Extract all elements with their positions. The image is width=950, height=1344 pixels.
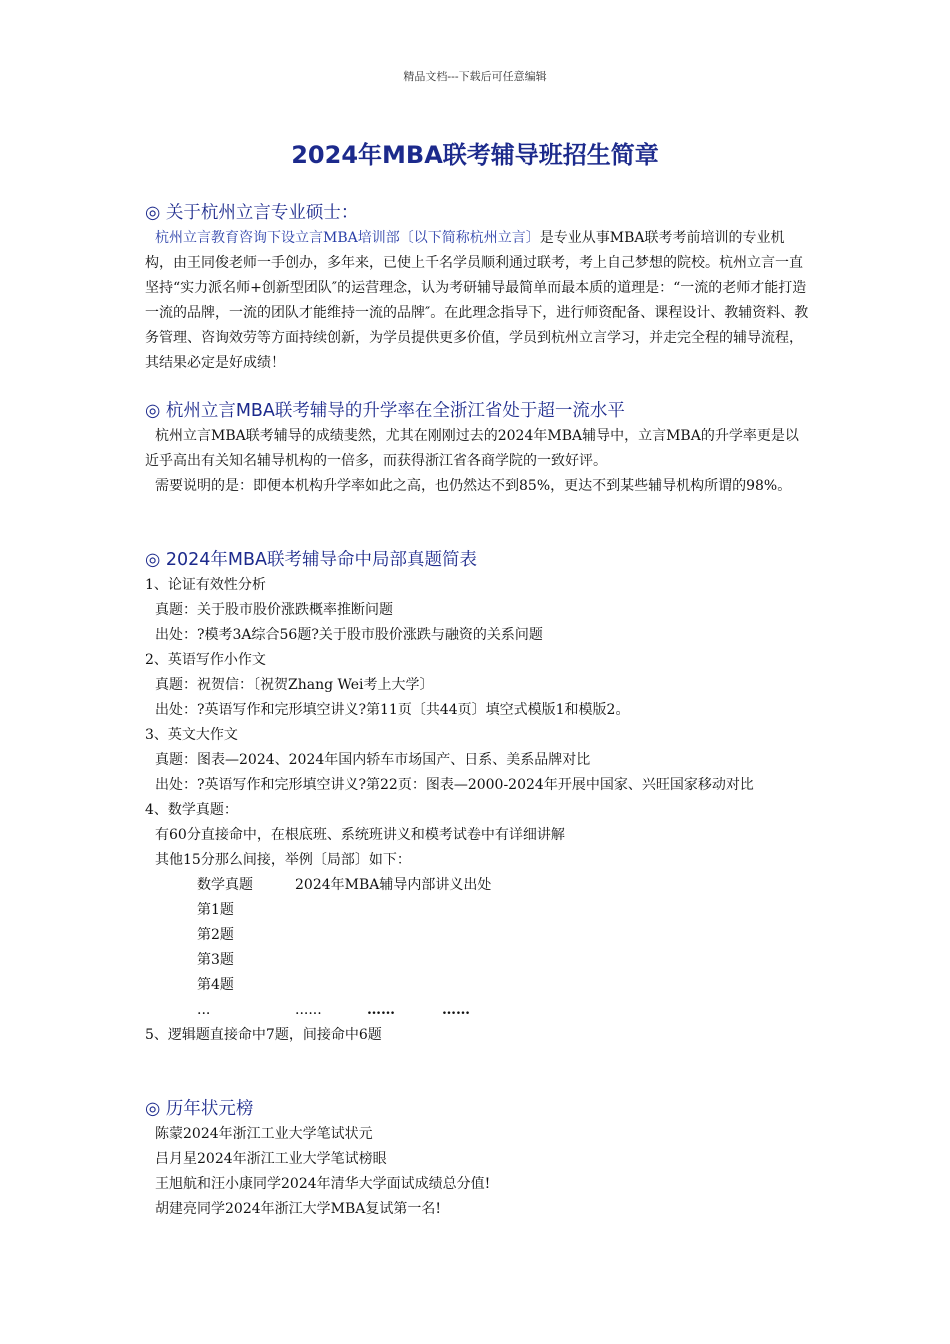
champion-line: 吕月星2024年浙江工业大学笔试榜眼	[155, 1151, 387, 1167]
item2-source: 出处：?英语写作和完形填空讲义?第11页〔共44页〕填空式模版1和模版2。	[155, 702, 630, 718]
champion-line: 陈蒙2024年浙江工业大学笔试状元	[155, 1126, 373, 1142]
page-title: 2024年MBA联考辅导班招生简章	[291, 141, 659, 169]
rate-heading: ◎ 杭州立言MBA联考辅导的升学率在全浙江省处于超一流水平	[145, 401, 625, 421]
math-table-header-b: 2024年MBA辅导内部讲义出处	[295, 877, 492, 893]
champions-heading: ◎ 历年状元榜	[145, 1099, 254, 1119]
item2-title: 2、英语写作小作文	[145, 652, 266, 668]
rate-section	[145, 398, 810, 499]
item4-line-2: 其他15分那么间接，举例〔局部〕如下：	[155, 852, 411, 868]
about-paragraph	[145, 226, 810, 376]
math-table-cell: 第3题	[197, 952, 234, 968]
item4-line-1: 有60分直接命中，在根底班、系统班讲义和模考试卷中有详细讲解	[155, 827, 565, 843]
champions-section	[145, 1096, 810, 1222]
about-section	[145, 200, 810, 376]
top-note: 精品文档---下载后可任意编辑	[403, 70, 547, 83]
item3-question: 真题：图表—2024、2024年国内轿车市场国产、日系、美系品牌对比	[155, 752, 591, 768]
ellipsis-d: ……	[442, 1002, 470, 1018]
about-lead: 杭州立言教育咨询下设立言MBA培训部〔以下简称杭州立言〕	[155, 230, 540, 246]
item5: 5、逻辑题直接命中7题，间接命中6题	[145, 1027, 382, 1043]
item2-question: 真题：祝贺信：〔祝贺Zhang Wei考上大学〕	[155, 677, 434, 693]
item1-source: 出处：?模考3A综合56题?关于股市股价涨跌与融资的关系问题	[155, 627, 543, 643]
hits-section	[145, 547, 810, 1048]
math-table-cell: 第1题	[197, 902, 234, 918]
rate-paragraph-1: 杭州立言MBA联考辅导的成绩斐然，尤其在刚刚过去的2024年MBA辅导中，立言MBA的升学率更是以近乎高出有关知名辅导机构的一倍多，而获得浙江省各商学院的一致好评。	[145, 428, 799, 469]
rate-paragraph-2: 需要说明的是：即便本机构升学率如此之高，也仍然达不到85%，更达不到某些辅导机构所谓的98%。	[155, 478, 792, 494]
item1-title: 1、论证有效性分析	[145, 577, 266, 593]
about-body: 是专业从事MBA联考考前培训的专业机构，由王同俊老师一手创办，多年来，已使上千名学员顺利通过联考，考上自己梦想的院校。杭州立言一直坚持“实力派名师+创新型团队″的运营理念，认为考研辅导最简单而最本质的道理是：“一流的老师才能打造一流的品牌，一流的团队才能维持一流的品牌″。在此理念指导下，进行师资配备、课程设计、教辅资料、教务管理、咨询效劳等方面持续创新，为学员提供更多价值，学员到杭州立言学习，并走完全程的辅导流程，其结果必定是好成绩！	[145, 230, 809, 371]
math-table-row	[145, 898, 810, 923]
math-table-ellipsis-row	[145, 998, 810, 1023]
ellipsis-c: ……	[367, 1002, 395, 1018]
math-table	[145, 873, 810, 1023]
about-heading: ◎ 关于杭州立言专业硕士：	[145, 203, 359, 223]
ellipsis-a: ...	[197, 1002, 211, 1018]
math-table-row	[145, 948, 810, 973]
champion-line: 胡建亮同学2024年浙江大学MBA复试第一名!	[155, 1201, 441, 1217]
math-table-cell: 第4题	[197, 977, 234, 993]
item4-title: 4、数学真题：	[145, 802, 238, 818]
champion-line: 王旭航和汪小康同学2024年清华大学面试成绩总分值!	[155, 1176, 491, 1192]
math-table-header	[145, 873, 810, 898]
math-table-header-a: 数学真题	[197, 877, 253, 893]
item3-source: 出处：?英语写作和完形填空讲义?第22页：图表—2000-2024年开展中国家、兴旺国家移动对比	[155, 777, 754, 793]
math-table-row	[145, 973, 810, 998]
item1-question: 真题：关于股市股价涨跌概率推断问题	[155, 602, 393, 618]
math-table-row	[145, 923, 810, 948]
ellipsis-b: ......	[295, 1002, 322, 1018]
item3-title: 3、英文大作文	[145, 727, 238, 743]
hits-heading: ◎ 2024年MBA联考辅导命中局部真题简表	[145, 550, 477, 570]
math-table-cell: 第2题	[197, 927, 234, 943]
